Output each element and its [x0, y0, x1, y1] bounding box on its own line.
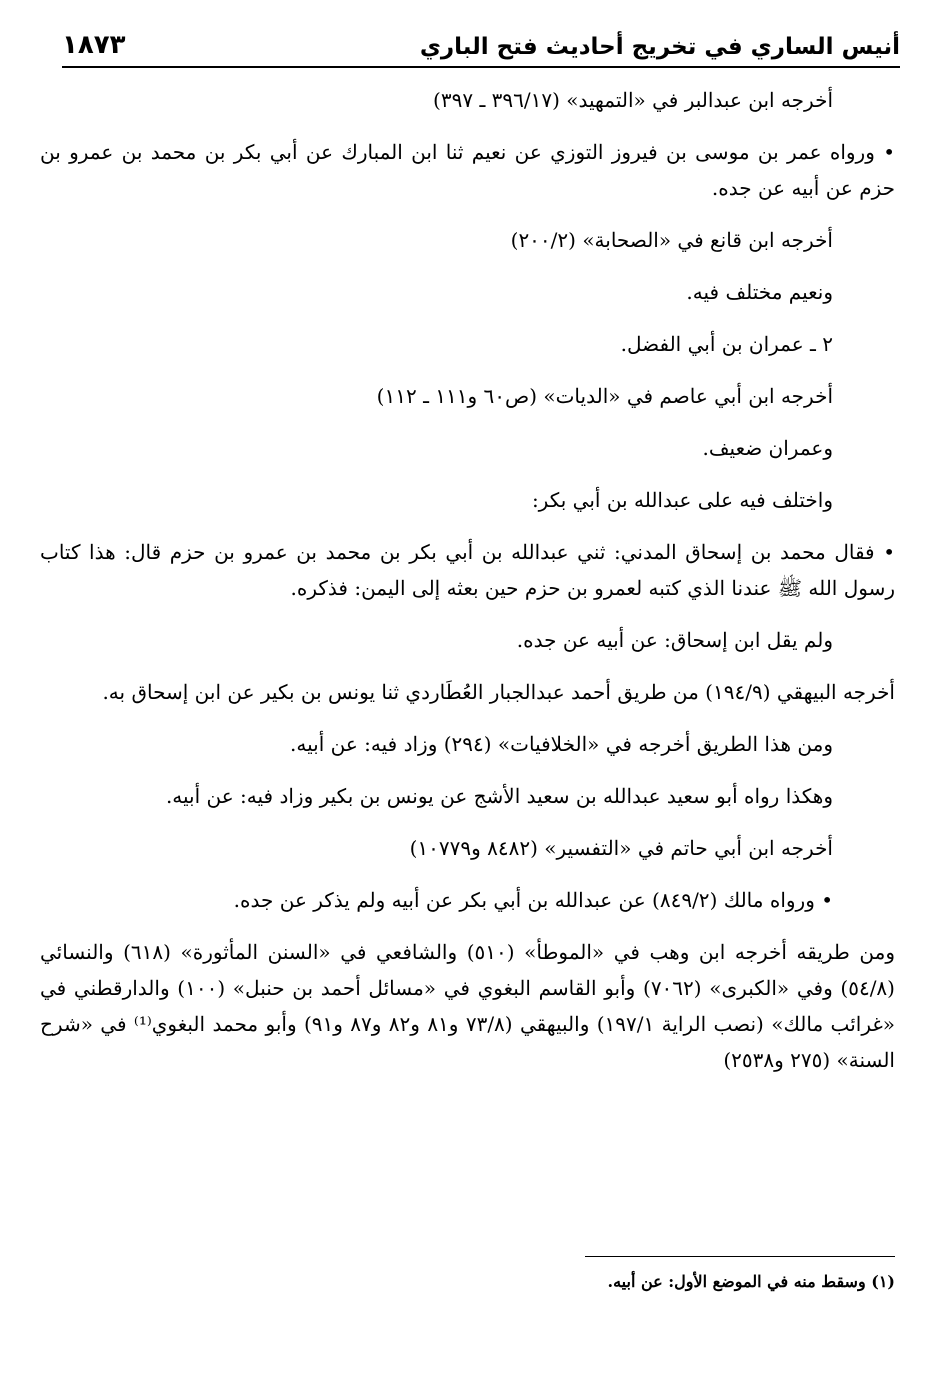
paragraph: واختلف فيه على عبدالله بن أبي بكر: — [531, 488, 833, 512]
paragraph: • ورواه مالك (٨٤٩/٢) عن عبدالله بن أبي بكر عن أبيه ولم يذكر عن جده. — [233, 888, 833, 912]
paragraph: ولم يقل ابن إسحاق: عن أبيه عن جده. — [516, 628, 833, 652]
paragraph: أخرجه ابن قانع في «الصحابة» (٢٠٠/٢) — [510, 228, 833, 252]
footnote: (١) وسقط منه في الموضع الأول: عن أبيه. — [607, 1272, 895, 1291]
page-number: ١٨٧٣ — [62, 30, 126, 60]
paragraph: أخرجه البيهقي (١٩٤/٩) من طريق أحمد عبدالجبار العُطَاردي ثنا يونس بن بكير عن ابن إسحاق به. — [102, 680, 895, 704]
paragraph: ونعيم مختلف فيه. — [686, 280, 833, 304]
paragraph: ومن طريقه أخرجه ابن وهب في «الموطأ» (٥١٠) والشافعي في «السنن المأثورة» (٦١٨) والنسائي (٥٤/٨) وفي «الكبرى» (٧٠٦٢) وأبو القاسم البغوي في «مسائل أحمد بن حنبل» (١٠٠) والدارقطني في «غرائب مالك» (نصب الراية ١٩٧/١) والبيهقي (٧٣/٨ و٨١ و٨٢ و٨٧ و٩١) وأبو محمد البغوي⁽¹⁾ في «شرح السنة» (٢٧٥ و٢٥٣٨) — [40, 940, 896, 1072]
paragraph: ومن هذا الطريق أخرجه في «الخلافيات» (٢٩٤) وزاد فيه: عن أبيه. — [290, 732, 833, 756]
paragraph: أخرجه ابن أبي عاصم في «الديات» (ص٦٠ و١١١ ـ ١١٢) — [376, 384, 833, 408]
paragraph: أخرجه ابن أبي حاتم في «التفسير» (٨٤٨٢ و١٠٧٧٩) — [409, 836, 833, 860]
footnote-divider — [585, 1256, 895, 1257]
page-header — [62, 20, 900, 68]
numbered-heading: ٢ ـ عمران بن أبي الفضل. — [620, 332, 833, 356]
page-body — [40, 82, 895, 1094]
running-title: أنيس الساري في تخريج أحاديث فتح الباري — [419, 34, 900, 60]
paragraph: • فقال محمد بن إسحاق المدني: ثني عبدالله بن أبي بكر بن محمد بن عمرو بن حزم قال: هذا كتاب رسول الله ﷺ عندنا الذي كتبه لعمرو بن حزم حين بعثه إلى اليمن: فذكره. — [40, 540, 895, 600]
paragraph: • ورواه عمر بن موسى بن فيروز التوزي عن نعيم ثنا ابن المبارك عن أبي بكر بن محمد بن عمرو بن حزم عن أبيه عن جده. — [40, 140, 895, 200]
paragraph: وهكذا رواه أبو سعيد عبدالله بن سعيد الأشج عن يونس بن بكير وزاد فيه: عن أبيه. — [165, 784, 833, 808]
paragraph: أخرجه ابن عبدالبر في «التمهيد» (٣٩٦/١٧ ـ ٣٩٧) — [433, 88, 833, 112]
paragraph: وعمران ضعيف. — [702, 436, 833, 460]
